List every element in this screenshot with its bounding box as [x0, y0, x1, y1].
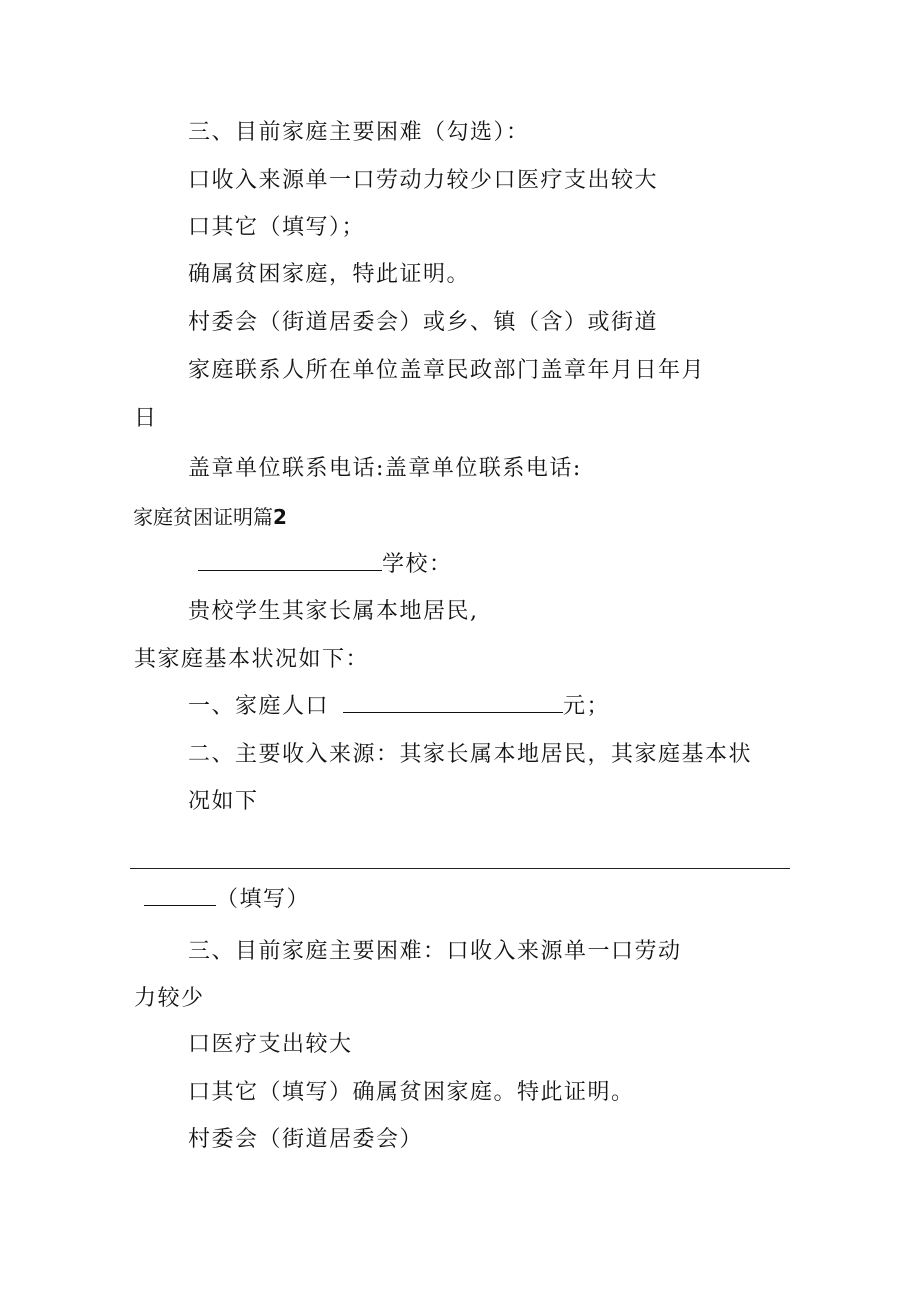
income-source-line: 二、主要收入来源：其家长属本地居民，其家庭基本状	[188, 742, 753, 767]
checkbox-other-row: 口其它（填写）；	[188, 215, 366, 240]
village-committee-line: 村委会（街道居委会）或乡、镇（含）或街道	[188, 310, 659, 335]
population-suffix: 元；	[563, 694, 611, 719]
difficulty-line-wrap: 力较少	[134, 986, 205, 1011]
medical-expense-option: 口医疗支出较大	[188, 1032, 353, 1057]
seal-line-wrap: 日	[134, 406, 158, 431]
income-source-wrap: 况如下	[188, 789, 259, 814]
school-line	[198, 550, 453, 580]
confirmation-text: 确属贫困家庭，特此证明。	[188, 262, 471, 287]
section-title	[133, 503, 287, 531]
population-label: 一、家庭人口	[188, 694, 330, 719]
section-title-number: 2	[273, 505, 287, 529]
difficulty-line: 三、目前家庭主要困难：口收入来源单一口劳动	[188, 939, 682, 964]
fill-in-line	[144, 885, 310, 915]
school-name-blank[interactable]	[198, 550, 382, 571]
seal-line: 家庭联系人所在单位盖章民政部门盖章年月日年月	[188, 358, 706, 383]
fill-in-suffix: （填写）	[216, 887, 311, 912]
section-title-text: 家庭贫困证明篇	[133, 505, 273, 529]
basic-situation-text: 其家庭基本状况如下：	[134, 647, 370, 672]
school-suffix: 学校：	[382, 552, 453, 577]
checkbox-options-row: 口收入来源单一口劳动力较少口医疗支出较大	[188, 168, 659, 193]
contact-phone-line: 盖章单位联系电话:盖章单位联系电话:	[188, 456, 582, 481]
fill-in-blank[interactable]	[144, 885, 216, 906]
other-option-confirmation: 口其它（填写）确属贫困家庭。特此证明。	[188, 1080, 635, 1105]
difficulty-heading: 三、目前家庭主要困难（勾选）：	[188, 120, 530, 145]
fill-in-rule[interactable]	[130, 868, 790, 869]
parent-residency-text: 贵校学生其家长属本地居民,	[188, 599, 479, 624]
population-blank[interactable]	[343, 692, 563, 713]
village-committee-line-2: 村委会（街道居委会）	[188, 1127, 424, 1152]
population-line	[188, 692, 610, 722]
